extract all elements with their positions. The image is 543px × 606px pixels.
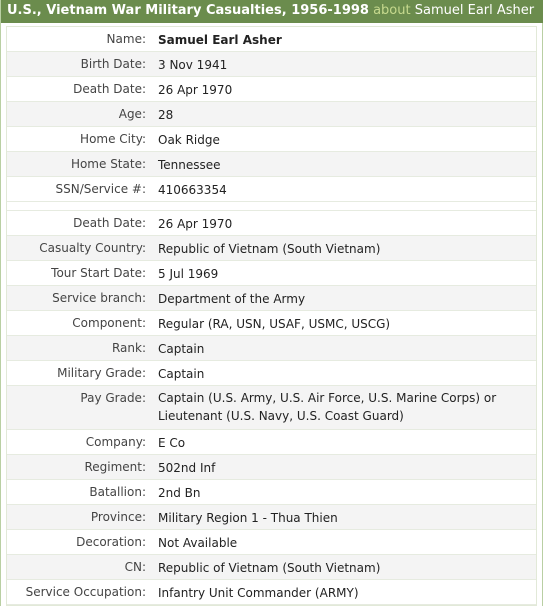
field-label: CN: bbox=[124, 560, 146, 574]
record-row bbox=[7, 27, 536, 52]
field-value: 502nd Inf bbox=[158, 461, 216, 475]
record-row bbox=[7, 261, 536, 286]
record-row bbox=[7, 361, 536, 386]
section-divider bbox=[7, 202, 536, 211]
field-label: Company: bbox=[85, 435, 146, 449]
record-row bbox=[7, 455, 536, 480]
record-row bbox=[7, 386, 536, 430]
field-value: 410663354 bbox=[158, 183, 227, 197]
record-row bbox=[7, 236, 536, 261]
field-label: Age: bbox=[118, 107, 146, 121]
record-row bbox=[7, 530, 536, 555]
field-label: Service branch: bbox=[52, 291, 146, 305]
field-value: 2nd Bn bbox=[158, 486, 201, 500]
field-label: Name: bbox=[106, 32, 146, 46]
field-label: Regiment: bbox=[84, 460, 146, 474]
record-row bbox=[7, 580, 536, 605]
about-text: about bbox=[373, 3, 411, 18]
field-label: Batallion: bbox=[89, 485, 146, 499]
record-title bbox=[7, 2, 534, 20]
record-row bbox=[7, 311, 536, 336]
record-header bbox=[1, 0, 543, 23]
field-label: Pay Grade: bbox=[80, 391, 146, 405]
record-row bbox=[7, 102, 536, 127]
record-row bbox=[7, 505, 536, 530]
field-label: Home City: bbox=[80, 132, 146, 146]
field-label: Component: bbox=[72, 316, 146, 330]
field-value: Captain (U.S. Army, U.S. Air Force, U.S. Marine Corps) or Lieutenant (U.S. Navy, U.S. Coast Guard) bbox=[158, 391, 497, 423]
field-value: E Co bbox=[158, 436, 186, 450]
record-row bbox=[7, 430, 536, 455]
field-value: Department of the Army bbox=[158, 292, 306, 306]
field-value: Infantry Unit Commander (ARMY) bbox=[158, 586, 359, 600]
field-label: Home State: bbox=[70, 157, 146, 171]
field-value: Tennessee bbox=[158, 158, 221, 172]
person-name-value: Samuel Earl Asher bbox=[158, 33, 282, 47]
person-name-title: Samuel Earl Asher bbox=[414, 3, 535, 18]
field-label: Service Occupation: bbox=[25, 585, 146, 599]
field-value: Military Region 1 - Thua Thien bbox=[158, 511, 338, 525]
field-value: Captain bbox=[158, 367, 205, 381]
field-label: Military Grade: bbox=[57, 366, 146, 380]
field-value: 28 bbox=[158, 108, 174, 122]
field-value: 26 Apr 1970 bbox=[158, 217, 233, 231]
field-label: Tour Start Date: bbox=[51, 266, 146, 280]
record-row bbox=[7, 211, 536, 236]
field-value: Republic of Vietnam (South Vietnam) bbox=[158, 242, 381, 256]
field-label: Province: bbox=[90, 510, 146, 524]
record-row bbox=[7, 336, 536, 361]
record-row bbox=[7, 127, 536, 152]
field-label: SSN/Service #: bbox=[55, 182, 146, 196]
field-value: Captain bbox=[158, 342, 205, 356]
record-row bbox=[7, 286, 536, 311]
record-row bbox=[7, 152, 536, 177]
record-row bbox=[7, 480, 536, 505]
field-value: 3 Nov 1941 bbox=[158, 58, 228, 72]
record-row bbox=[7, 77, 536, 102]
field-label: Birth Date: bbox=[80, 57, 146, 71]
collection-title[interactable]: U.S., Vietnam War Military Casualties, 1956-1998 bbox=[7, 3, 369, 18]
record-row bbox=[7, 52, 536, 77]
field-label: Death Date: bbox=[73, 216, 146, 230]
field-label: Rank: bbox=[111, 341, 146, 355]
field-value: Not Available bbox=[158, 536, 238, 550]
field-value: Regular (RA, USN, USAF, USMC, USCG) bbox=[158, 317, 391, 331]
field-label: Death Date: bbox=[73, 82, 146, 96]
field-label: Casualty Country: bbox=[39, 241, 146, 255]
field-value: Oak Ridge bbox=[158, 133, 220, 147]
record-row bbox=[7, 555, 536, 580]
field-value: 26 Apr 1970 bbox=[158, 83, 233, 97]
field-value: Republic of Vietnam (South Vietnam) bbox=[158, 561, 381, 575]
field-value: 5 Jul 1969 bbox=[158, 267, 219, 281]
record-details-table bbox=[6, 26, 537, 606]
record-row bbox=[7, 177, 536, 202]
field-label: Decoration: bbox=[76, 535, 146, 549]
